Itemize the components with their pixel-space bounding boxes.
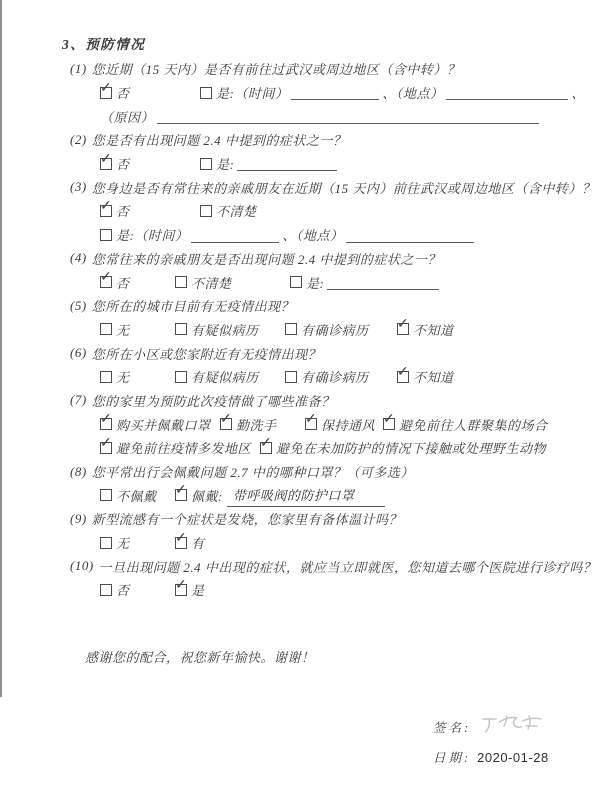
option-label: 勤洗手 bbox=[236, 417, 277, 433]
option bbox=[100, 154, 200, 173]
fill-in-blank[interactable] bbox=[291, 98, 379, 100]
option bbox=[175, 486, 223, 505]
checkbox-checked[interactable] bbox=[100, 87, 112, 99]
inline-text: （原因） bbox=[100, 109, 155, 125]
inline-text: 、 bbox=[571, 86, 585, 102]
option-label: 不佩戴 bbox=[116, 488, 157, 504]
question-text: 一旦出现问题 2.4 中出现的症状，就应当立即就医，您知道去哪个医院进行诊疗吗？ bbox=[98, 559, 597, 575]
question-options-row bbox=[62, 531, 582, 555]
option-label: 不知道 bbox=[413, 370, 454, 386]
question-options-row bbox=[62, 483, 582, 507]
question-number: (6) bbox=[70, 345, 87, 361]
option bbox=[175, 273, 290, 292]
option-label: 是: bbox=[216, 157, 235, 173]
questionnaire-page bbox=[62, 33, 597, 602]
question-options-row bbox=[62, 318, 582, 342]
date-label: 日期: bbox=[433, 751, 472, 765]
option-label: 否 bbox=[116, 204, 130, 220]
question-8 bbox=[62, 460, 582, 507]
question-text: 您近期（15 天内）是否有前往过武汉或周边地区（含中转）？ bbox=[91, 62, 461, 78]
fill-in-blank[interactable] bbox=[237, 169, 337, 171]
question-title bbox=[62, 389, 582, 413]
option bbox=[305, 415, 383, 434]
checkbox-checked[interactable] bbox=[100, 158, 112, 170]
question-title bbox=[62, 294, 582, 318]
option bbox=[100, 201, 200, 220]
option bbox=[100, 415, 220, 434]
option-label: 不清楚 bbox=[191, 275, 232, 291]
question-title bbox=[62, 57, 582, 81]
question-title bbox=[62, 341, 582, 365]
option-label: 否 bbox=[116, 86, 130, 102]
option bbox=[100, 225, 188, 244]
option-label: 避免前往疫情多发地区 bbox=[116, 441, 252, 457]
fill-in-blank[interactable] bbox=[446, 98, 568, 100]
section-title: 3、预防情况 bbox=[62, 37, 146, 52]
question-number: (8) bbox=[70, 463, 87, 479]
question-text: 您所在的城市目前有无疫情出现？ bbox=[91, 299, 295, 315]
question-text: 您平常出行会佩戴问题 2.7 中的哪种口罩？（可多选） bbox=[91, 465, 414, 481]
checkbox-unchecked[interactable] bbox=[100, 229, 112, 241]
question-number: (3) bbox=[70, 179, 87, 195]
signature-label: 签名: bbox=[433, 721, 472, 735]
option bbox=[383, 415, 548, 434]
checkbox-unchecked[interactable] bbox=[285, 371, 297, 383]
question-options-row bbox=[62, 270, 582, 294]
question-options-row bbox=[62, 365, 582, 389]
option bbox=[200, 201, 257, 220]
checkbox-checked[interactable] bbox=[305, 418, 317, 430]
question-number: (7) bbox=[70, 392, 87, 408]
question-number: (2) bbox=[70, 131, 87, 147]
option-label: 避免在未加防护的情况下接触或处理野生动物 bbox=[276, 441, 547, 457]
checkbox-unchecked[interactable] bbox=[100, 489, 112, 501]
option bbox=[285, 367, 397, 386]
date-value: 2020-01-28 bbox=[477, 749, 549, 765]
option-label: 有 bbox=[191, 536, 205, 552]
option bbox=[175, 320, 285, 339]
option-label: 无 bbox=[116, 322, 130, 338]
option bbox=[200, 83, 288, 102]
option-label: 购买并佩戴口罩 bbox=[116, 417, 211, 433]
option bbox=[397, 320, 454, 339]
fill-in-blank[interactable] bbox=[157, 122, 539, 124]
checkbox-checked[interactable] bbox=[100, 442, 112, 454]
question-options-row bbox=[62, 412, 582, 436]
checkbox-checked[interactable] bbox=[100, 276, 112, 288]
question-number: (1) bbox=[70, 60, 87, 76]
option bbox=[100, 83, 200, 102]
question-title bbox=[62, 554, 597, 578]
option-label: 有确诊病历 bbox=[301, 322, 369, 338]
question-4 bbox=[62, 247, 582, 294]
checkbox-unchecked[interactable] bbox=[175, 371, 187, 383]
question-1 bbox=[62, 57, 585, 128]
option-label: 是 bbox=[191, 583, 205, 599]
question-options-row bbox=[62, 199, 582, 223]
option-label: 是:（时间） bbox=[216, 86, 289, 102]
checkbox-unchecked[interactable] bbox=[200, 205, 212, 217]
option-label: 有疑似病历 bbox=[191, 322, 259, 338]
question-6 bbox=[62, 341, 582, 388]
question-options-row bbox=[62, 436, 582, 460]
option-label: 不知道 bbox=[413, 322, 454, 338]
question-5 bbox=[62, 294, 582, 341]
checkbox-checked[interactable] bbox=[397, 371, 409, 383]
question-text: 您是否有出现问题 2.4 中提到的症状之一？ bbox=[91, 133, 347, 149]
option bbox=[100, 438, 260, 457]
option bbox=[100, 486, 175, 505]
checkbox-checked[interactable] bbox=[175, 489, 187, 501]
option-label: 佩戴: bbox=[191, 488, 223, 504]
option-label: 是:（时间） bbox=[116, 228, 189, 244]
checkbox-unchecked[interactable] bbox=[100, 371, 112, 383]
option bbox=[100, 580, 175, 599]
checkbox-unchecked[interactable] bbox=[200, 87, 212, 99]
checkbox-checked[interactable] bbox=[100, 205, 112, 217]
signature-row bbox=[433, 712, 557, 742]
checkbox-checked[interactable] bbox=[175, 584, 187, 596]
checkbox-checked[interactable] bbox=[220, 418, 232, 430]
question-text: 您所在小区或您家附近有无疫情出现？ bbox=[91, 346, 322, 362]
option-label: 否 bbox=[116, 275, 130, 291]
option bbox=[285, 320, 397, 339]
option bbox=[200, 154, 234, 173]
checkbox-unchecked[interactable] bbox=[290, 276, 302, 288]
option-label: 否 bbox=[116, 583, 130, 599]
question-options-row bbox=[62, 223, 582, 247]
option bbox=[100, 273, 175, 292]
checkbox-unchecked[interactable] bbox=[285, 323, 297, 335]
inline-text: 、（地点） bbox=[382, 86, 444, 102]
option bbox=[175, 367, 285, 386]
option-label: 无 bbox=[116, 536, 130, 552]
closing-thanks: 感谢您的配合，祝您新年愉快。谢谢！ bbox=[85, 650, 315, 665]
option-label: 否 bbox=[116, 157, 130, 173]
scan-edge-artifact bbox=[0, 0, 2, 697]
fill-in-blank[interactable] bbox=[327, 288, 439, 290]
question-text: 您身边是否有常往来的亲戚朋友在近期（15 天内）前往武汉或周边地区（含中转）？ bbox=[91, 180, 596, 196]
option-label: 有确诊病历 bbox=[301, 370, 369, 386]
question-2 bbox=[62, 128, 582, 175]
checkbox-checked[interactable] bbox=[383, 418, 395, 430]
question-title bbox=[62, 128, 582, 152]
option-label: 是: bbox=[306, 275, 325, 291]
option bbox=[175, 580, 205, 599]
question-options-row bbox=[62, 104, 582, 128]
questions-list bbox=[62, 57, 597, 602]
option-label: 有疑似病历 bbox=[191, 370, 259, 386]
question-text: 新型流感有一个症状是发烧，您家里有备体温计吗？ bbox=[91, 512, 403, 528]
signature-handwriting bbox=[477, 709, 557, 739]
question-title bbox=[62, 175, 596, 199]
checkbox-unchecked[interactable] bbox=[200, 158, 212, 170]
question-title bbox=[62, 507, 582, 531]
option bbox=[220, 415, 305, 434]
signature-block bbox=[433, 712, 557, 772]
checkbox-unchecked[interactable] bbox=[100, 537, 112, 549]
question-number: (10) bbox=[70, 558, 94, 574]
fill-in-blank[interactable] bbox=[191, 241, 279, 243]
checkbox-checked[interactable] bbox=[175, 537, 187, 549]
question-number: (9) bbox=[70, 510, 87, 526]
question-7 bbox=[62, 389, 582, 460]
date-row bbox=[433, 742, 557, 772]
checkbox-checked[interactable] bbox=[397, 323, 409, 335]
checkbox-unchecked[interactable] bbox=[175, 323, 187, 335]
question-number: (4) bbox=[70, 250, 87, 266]
option bbox=[175, 533, 205, 552]
option bbox=[260, 438, 546, 457]
checkbox-checked[interactable] bbox=[100, 418, 112, 430]
question-number: (5) bbox=[70, 297, 87, 313]
checkbox-unchecked[interactable] bbox=[100, 323, 112, 335]
inline-text: 、（地点） bbox=[282, 228, 344, 244]
question-title bbox=[62, 247, 582, 271]
checkbox-unchecked[interactable] bbox=[175, 276, 187, 288]
option bbox=[290, 273, 324, 292]
checkbox-unchecked[interactable] bbox=[100, 584, 112, 596]
checkbox-checked[interactable] bbox=[260, 442, 272, 454]
option-label: 避免前往人群聚集的场合 bbox=[399, 417, 548, 433]
question-options-row bbox=[62, 152, 582, 176]
option bbox=[100, 533, 175, 552]
fill-in-blank[interactable] bbox=[346, 241, 474, 243]
option bbox=[100, 320, 175, 339]
question-options-row bbox=[62, 578, 582, 602]
question-options-row bbox=[62, 81, 585, 105]
handwritten-answer: 带呼吸阀的防护口罩 bbox=[227, 484, 385, 507]
question-3 bbox=[62, 175, 596, 246]
option bbox=[100, 367, 175, 386]
question-title bbox=[62, 460, 582, 484]
option bbox=[397, 367, 454, 386]
option-label: 不清楚 bbox=[216, 204, 257, 220]
question-9 bbox=[62, 507, 582, 554]
option-label: 无 bbox=[116, 370, 130, 386]
question-text: 您常往来的亲戚朋友是否出现问题 2.4 中提到的症状之一？ bbox=[91, 251, 441, 267]
question-text: 您的家里为预防此次疫情做了哪些准备？ bbox=[91, 393, 335, 409]
question-10 bbox=[62, 554, 597, 601]
option-label: 保持通风 bbox=[321, 417, 376, 433]
